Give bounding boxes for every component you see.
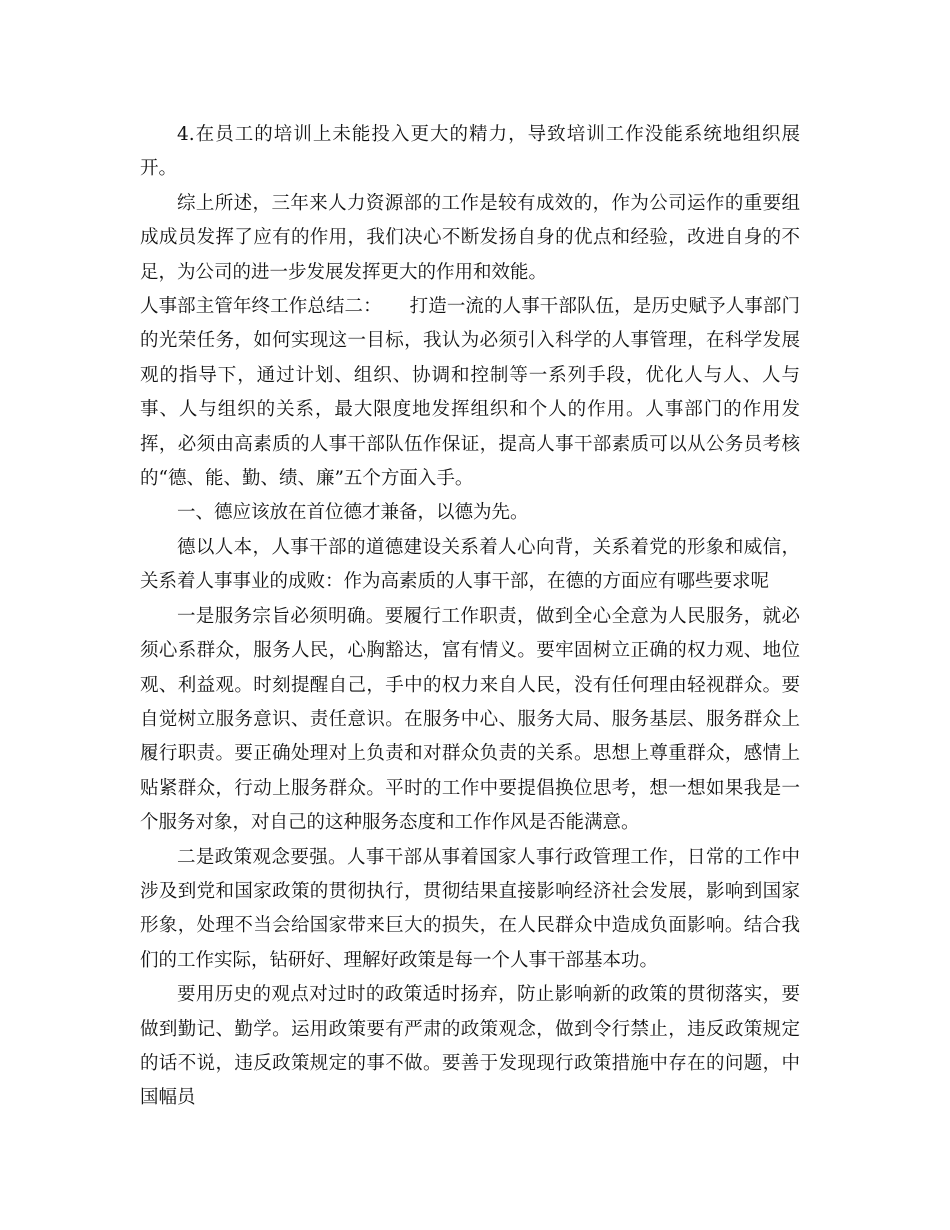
- paragraph-summary: 综上所述，三年来人力资源部的工作是较有成效的，作为公司运作的重要组成成员发挥了应有的作用，我们决心不断发扬自身的优点和经验，改进自身的不足，为公司的进一步发展发挥更大的作用和效能。: [140, 192, 800, 283]
- paragraph-virtue-intro: 德以人本，人事干部的道德建设关系着人心向背，关系着党的形象和威信，关系着人事事业的成败：作为高素质的人事干部，在德的方面应有哪些要求呢: [140, 536, 800, 593]
- paragraph-year-end-summary-two: 人事部主管年终工作总结二： 打造一流的人事干部队伍，是历史赋予人事部门的光荣任务，如何实现这一目标，我认为必须引入科学的人事管理，在科学发展观的指导下，通过计划、组织、协调和控制等一系列手段，优化人与人、人与事、人与组织的关系，最大限度地发挥组织和个人的作用。人事部门的作用发挥，必须由高素质的人事干部队伍作保证，提高人事干部素质可以从公务员考核的“德、能、勤、绩、廉”五个方面入手。: [140, 296, 800, 490]
- document-body: [140, 118, 800, 1116]
- paragraph-policy-awareness: 二是政策观念要强。人事干部从事着国家人事行政管理工作，日常的工作中涉及到党和国家政策的贯彻执行，贯彻结果直接影响经济社会发展，影响到国家形象，处理不当会给国家带来巨大的损失，在人民群众中造成负面影响。结合我们的工作实际，钻研好、理解好政策是每一个人事干部基本功。: [140, 846, 800, 971]
- paragraph-historical-view: 要用历史的观点对过时的政策适时扬弃，防止影响新的政策的贯彻落实，要做到勤记、勤学。运用政策要有严肃的政策观念，做到令行禁止，违反政策规定的话不说，违反政策规定的事不做。要善于发现现行政策措施中存在的问题，中国幅员: [140, 984, 800, 1109]
- paragraph-heading-virtue: 一、德应该放在首位德才兼备，以德为先。: [177, 502, 529, 524]
- paragraph-training-shortcoming: 4.在员工的培训上未能投入更大的精力，导致培训工作没能系统地组织展开。: [140, 124, 800, 180]
- paragraph-service-purpose: 一是服务宗旨必须明确。要履行工作职责，做到全心全意为人民服务，就必须心系群众，服务人民，心胸豁达，富有情义。要牢固树立正确的权力观、地位观、利益观。时刻提醒自己，手中的权力来自人民，没有任何理由轻视群众。要自觉树立服务意识、责任意识。在服务中心、服务大局、服务基层、服务群众上履行职责。要正确处理对上负责和对群众负责的关系。思想上尊重群众，感情上贴紧群众，行动上服务群众。平时的工作中要提倡换位思考，想一想如果我是一个服务对象，对自己的这种服务态度和工作作风是否能满意。: [140, 605, 800, 834]
